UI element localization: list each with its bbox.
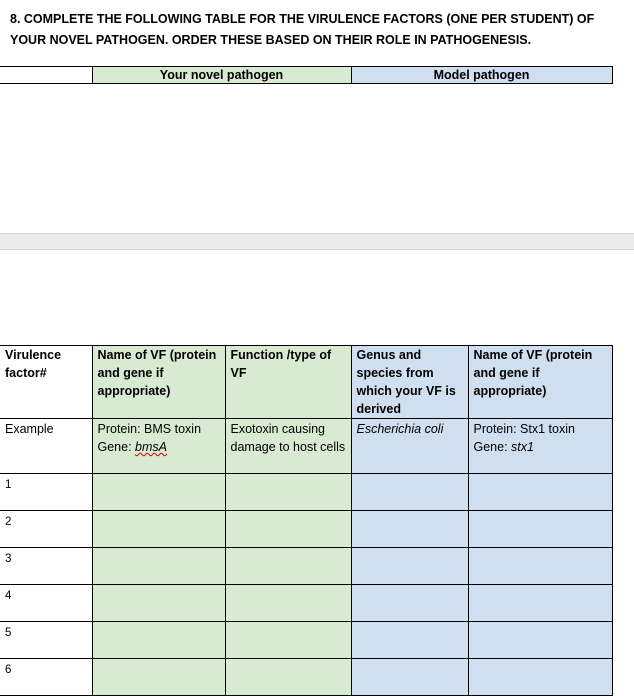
table-row — [0, 474, 612, 511]
example-row — [0, 419, 612, 474]
genus-species-cell[interactable] — [351, 548, 468, 585]
model-vf-name-cell[interactable] — [468, 585, 612, 622]
novel-vf-name-cell[interactable] — [92, 474, 225, 511]
header-model-vf-name: Name of VF (protein and gene if appropriate) — [468, 346, 612, 419]
table-row — [0, 659, 612, 696]
model-vf-name-cell[interactable] — [468, 474, 612, 511]
model-vf-name-cell[interactable] — [468, 622, 612, 659]
function-cell[interactable] — [225, 622, 351, 659]
model-vf-name-cell[interactable] — [468, 659, 612, 696]
table-row — [0, 585, 612, 622]
genus-species-cell[interactable] — [351, 585, 468, 622]
example-novel-protein: Protein: BMS toxin — [97, 422, 202, 436]
example-model-gene: stx1 — [511, 440, 534, 454]
novel-vf-name-cell[interactable] — [92, 548, 225, 585]
row-number: 5 — [0, 622, 92, 659]
example-novel-gene-prefix: Gene: — [97, 440, 136, 454]
row-number: 6 — [0, 659, 92, 696]
function-cell[interactable] — [225, 659, 351, 696]
genus-species-cell[interactable] — [351, 474, 468, 511]
header-genus-species: Genus and species from which your VF is derived — [351, 346, 468, 419]
pathogen-header-table — [0, 66, 613, 84]
novel-vf-name-cell[interactable] — [92, 511, 225, 548]
model-vf-name-cell[interactable] — [468, 511, 612, 548]
function-cell[interactable] — [225, 511, 351, 548]
novel-vf-name-cell[interactable] — [92, 622, 225, 659]
model-pathogen-header: Model pathogen — [351, 67, 612, 84]
function-cell[interactable] — [225, 474, 351, 511]
example-model-vf[interactable] — [468, 419, 612, 474]
model-vf-name-cell[interactable] — [468, 548, 612, 585]
page-break — [0, 233, 634, 250]
column-header-row — [0, 346, 612, 419]
novel-pathogen-header: Your novel pathogen — [92, 67, 351, 84]
example-model-gene-line — [474, 438, 607, 456]
novel-vf-name-cell[interactable] — [92, 659, 225, 696]
example-model-protein: Protein: Stx1 toxin — [473, 422, 575, 436]
example-label: Example — [0, 419, 92, 474]
table-row — [0, 622, 612, 659]
genus-species-cell[interactable] — [351, 659, 468, 696]
example-function[interactable]: Exotoxin causing damage to host cells — [225, 419, 351, 474]
header-virulence-factor: Virulence factor# — [0, 346, 92, 419]
novel-vf-name-cell[interactable] — [92, 585, 225, 622]
header-function-type: Function /type of VF — [225, 346, 351, 419]
function-cell[interactable] — [225, 585, 351, 622]
table-row — [0, 511, 612, 548]
genus-species-cell[interactable] — [351, 622, 468, 659]
pathogen-header-row — [0, 67, 612, 84]
question-heading: 8. COMPLETE THE FOLLOWING TABLE FOR THE VIRULENCE FACTORS (ONE PER STUDENT) OF YOUR NOVEL PATHOGEN. ORDER THESE BASED ON THEIR ROLE IN PATHOGENESIS. — [10, 12, 595, 47]
example-novel-vf[interactable] — [92, 419, 225, 474]
row-number: 3 — [0, 548, 92, 585]
example-species[interactable]: Escherichia coli — [351, 419, 468, 474]
row-number: 4 — [0, 585, 92, 622]
header-novel-vf-name: Name of VF (protein and gene if appropriate) — [92, 346, 225, 419]
virulence-factor-table — [0, 345, 613, 696]
example-model-gene-prefix: Gene: — [473, 440, 512, 454]
blank-header-cell — [0, 67, 92, 84]
genus-species-cell[interactable] — [351, 511, 468, 548]
function-cell[interactable] — [225, 548, 351, 585]
example-novel-gene-line — [98, 438, 220, 456]
row-number: 1 — [0, 474, 92, 511]
table-row — [0, 548, 612, 585]
example-novel-gene: bmsA — [135, 440, 167, 454]
row-number: 2 — [0, 511, 92, 548]
